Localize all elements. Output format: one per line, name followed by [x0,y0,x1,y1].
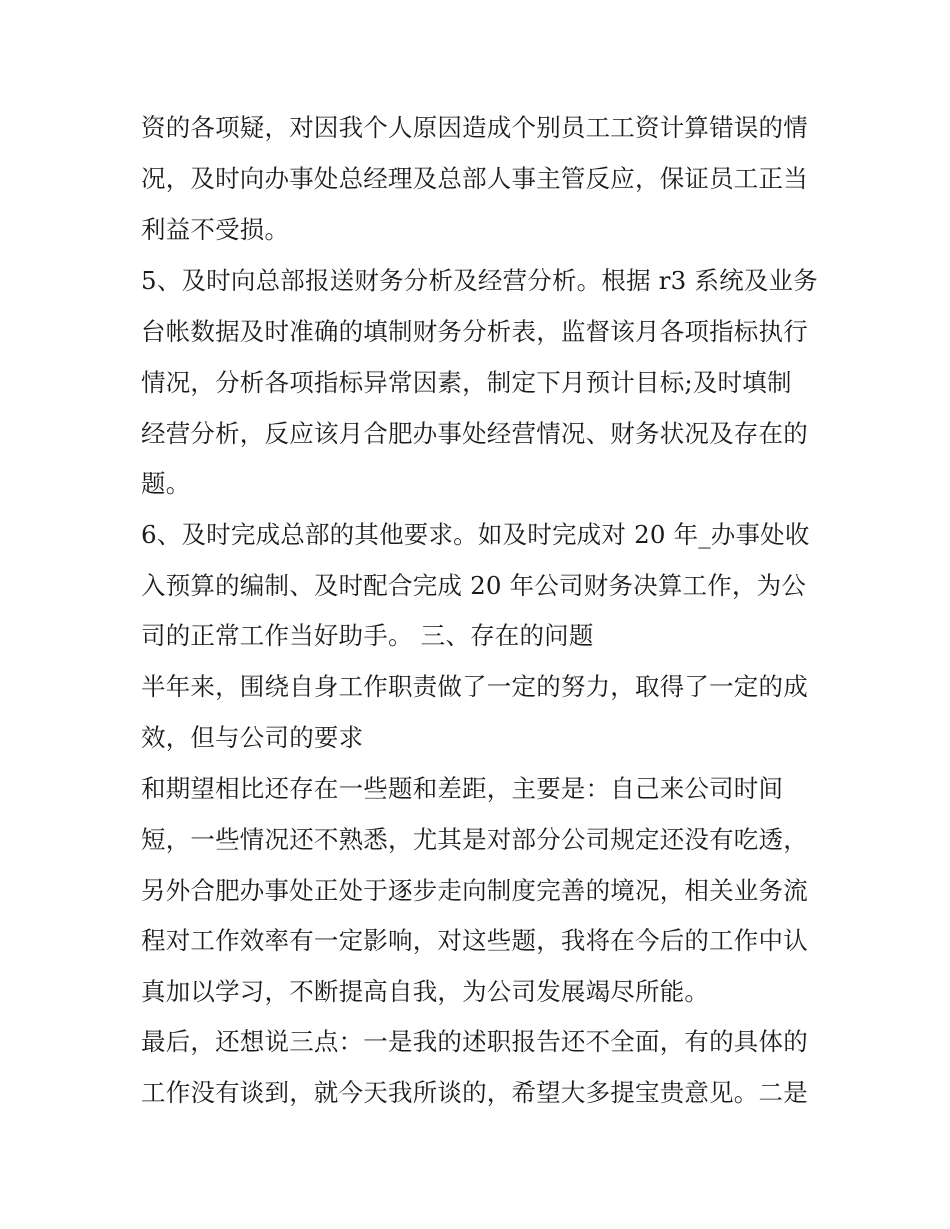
text-line: 题。 [141,469,191,498]
text-line: 利益不受损。 [141,215,290,244]
text-line: 台帐数据及时准确的填制财务分析表，监督该月各项指标执行 [141,317,808,346]
text-line: 资的各项疑，对因我个人原因造成个别员工工资计算错误的情 [141,113,808,142]
text-line: 司的正常工作当好助手。 三、存在的问题 [141,621,594,650]
text-line: 和期望相比还存在一些题和差距，主要是：自己来公司时间 [141,774,784,803]
text-line: 最后，还想说三点：一是我的述职报告还不全面，有的具体的 [141,1027,808,1056]
text-line: 短，一些情况还不熟悉，尤其是对部分公司规定还没有吃透， [141,825,808,854]
text-line: 况，及时向办事处总经理及总部人事主管反应，保证员工正当 [141,164,808,193]
text-line: 程对工作效率有一定影响，对这些题，我将在今后的工作中认 [141,926,808,955]
text-line: 工作没有谈到，就今天我所谈的，希望大多提宝贵意见。二是 [141,1078,808,1107]
text-line: 6、及时完成总部的其他要求。如及时完成对 20 年_办事处收 [141,520,810,549]
text-line: 效，但与公司的要求 [141,723,364,752]
text-line: 经营分析，反应该月合肥办事处经营情况、财务状况及存在的 [141,419,808,448]
text-line: 另外合肥办事处正处于逐步走向制度完善的境况，相关业务流 [141,876,808,905]
text-line: 5、及时向总部报送财务分析及经营分析。根据 r3 系统及业务 [141,266,818,295]
text-line: 半年来，围绕自身工作职责做了一定的努力，取得了一定的成 [141,672,808,701]
text-line: 情况，分析各项指标异常因素，制定下月预计目标;及时填制 [141,368,792,397]
text-line: 真加以学习，不断提高自我，为公司发展竭尽所能。 [141,977,710,1006]
text-line: 入预算的编制、及时配合完成 20 年公司财务决算工作，为公 [141,571,807,600]
